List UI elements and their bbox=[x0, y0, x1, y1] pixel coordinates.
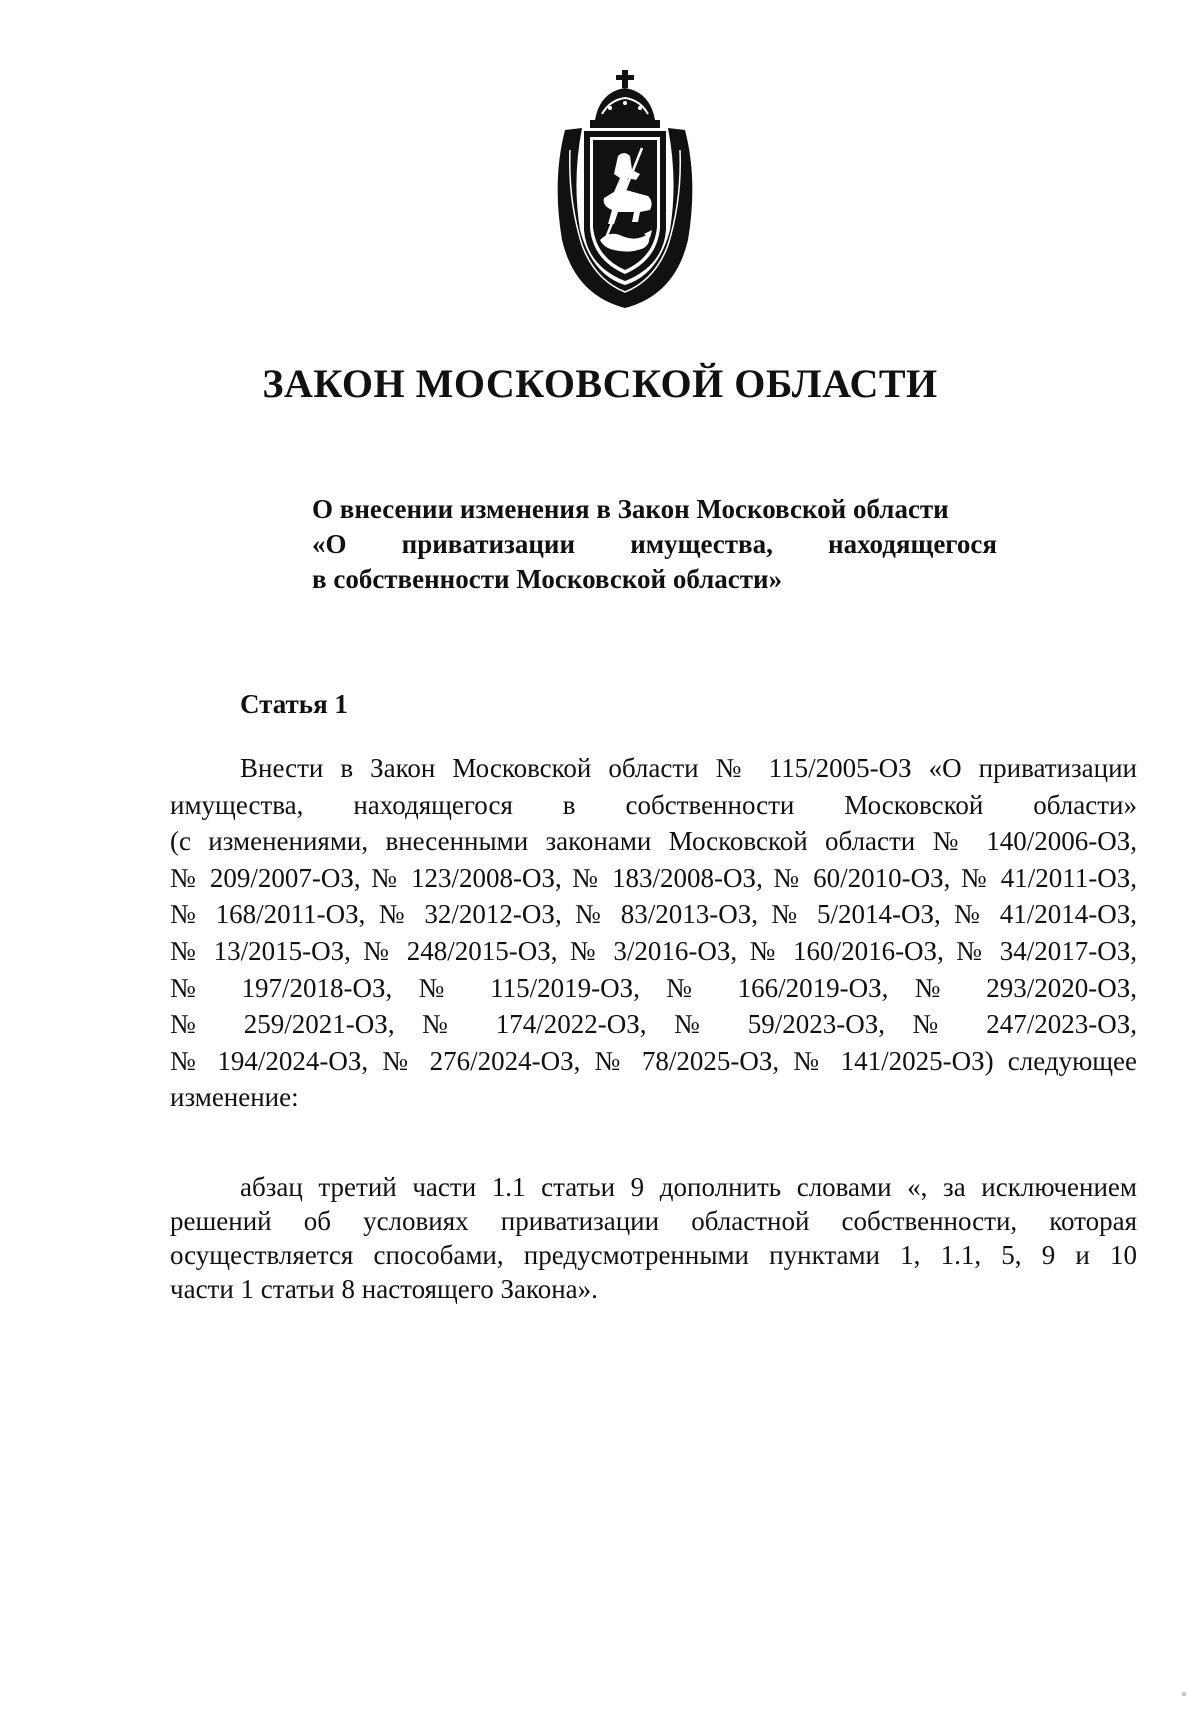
article-heading: Статья 1 bbox=[240, 689, 348, 719]
law-title: ЗАКОН МОСКОВСКОЙ ОБЛАСТИ bbox=[262, 361, 938, 406]
subject-line: «О приватизации имущества, находящегося bbox=[312, 529, 997, 559]
paragraph-line: № 194/2024-ОЗ, № 276/2024-ОЗ, № 78/2025-ОЗ, № 141/2025-ОЗ) следующее bbox=[170, 1045, 1137, 1076]
paragraph-line: (с изменениями, внесенными законами Московской области № 140/2006-ОЗ, bbox=[170, 826, 1137, 857]
paragraph-line: № 197/2018-ОЗ, № 115/2019-ОЗ, № 166/2019-ОЗ, № 293/2020-ОЗ, bbox=[170, 972, 1137, 1003]
article-paragraph-1 bbox=[170, 750, 1137, 1116]
coat-of-arms-icon bbox=[540, 70, 710, 310]
paragraph-line: осуществляется способами, предусмотренными пунктами 1, 1.1, 5, 9 и 10 bbox=[170, 1240, 1137, 1270]
paragraph-line: абзац третий части 1.1 статьи 9 дополнить словами «, за исключением bbox=[240, 1172, 1137, 1202]
scan-artifact bbox=[1182, 1692, 1186, 1696]
subject-line: в собственности Московской области» bbox=[312, 564, 783, 594]
paragraph-line: изменение: bbox=[170, 1082, 299, 1113]
paragraph-line: № 13/2015-ОЗ, № 248/2015-ОЗ, № 3/2016-ОЗ, № 160/2016-ОЗ, № 34/2017-ОЗ, bbox=[170, 935, 1137, 966]
article-paragraph-2 bbox=[170, 1170, 1137, 1306]
paragraph-line: № 168/2011-ОЗ, № 32/2012-ОЗ, № 83/2013-ОЗ, № 5/2014-ОЗ, № 41/2014-ОЗ, bbox=[170, 899, 1137, 930]
paragraph-line: № 259/2021-ОЗ, № 174/2022-ОЗ, № 59/2023-ОЗ, № 247/2023-ОЗ, bbox=[170, 1009, 1137, 1040]
law-subject bbox=[312, 492, 997, 597]
subject-line: О внесении изменения в Закон Московской области bbox=[312, 494, 949, 524]
paragraph-line: № 209/2007-ОЗ, № 123/2008-ОЗ, № 183/2008-ОЗ, № 60/2010-ОЗ, № 41/2011-ОЗ, bbox=[170, 862, 1137, 893]
paragraph-line: части 1 статьи 8 настоящего Закона». bbox=[170, 1274, 598, 1304]
paragraph-line: имущества, находящегося в собственности Московской области» bbox=[170, 789, 1137, 820]
paragraph-line: решений об условиях приватизации областной собственности, которая bbox=[170, 1206, 1137, 1236]
paragraph-line: Внести в Закон Московской области № 115/2005-ОЗ «О приватизации bbox=[240, 753, 1137, 783]
